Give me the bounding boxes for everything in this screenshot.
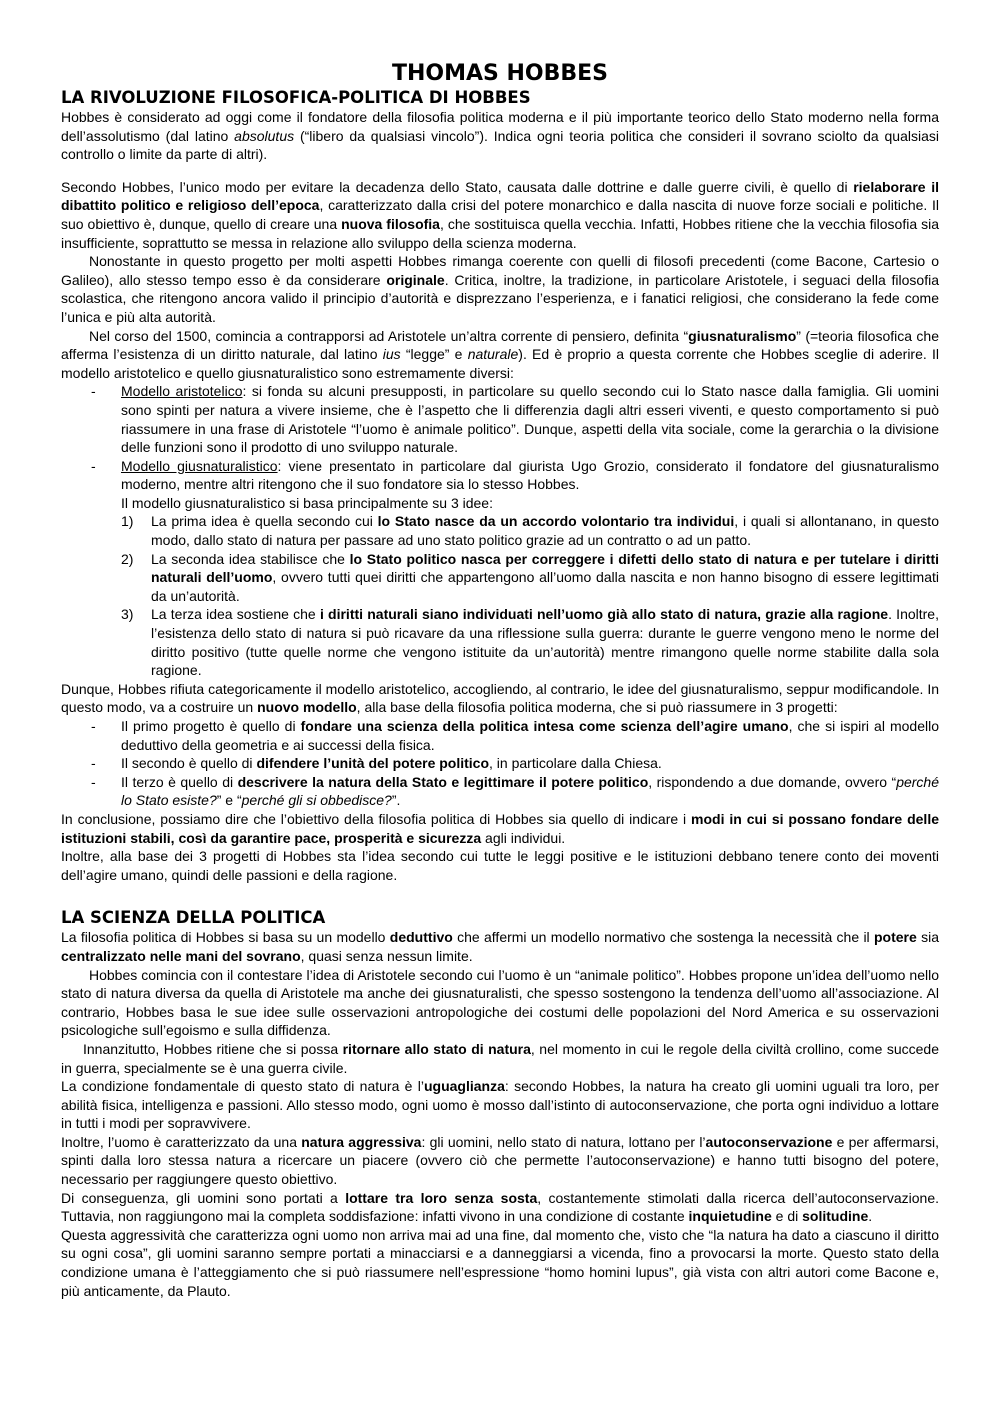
paragraph: Innanzitutto, Hobbes ritiene che si possa ritornare allo stato di natura, nel momento in cui le regole della civiltà crollino, come succede in guerra, specialmente se è una guerra civile.	[61, 1040, 939, 1076]
paragraph: Hobbes comincia con il contestare l’idea di Aristotele secondo cui l’uomo è un “animale politico”. Hobbes propone un’idea dell’uomo nello stato di natura diversa da quella di Aristotele ma anche dei giusnaturalisti, che spesso sostengono la tendenza dell’uomo all’associazione. Al contrario, Hobbes basa le sue idee sulle osservazioni antropologiche dei costumi delle popolazioni del Nord America e su osservazioni psicologiche sull’egoismo e sulla diffidenza.	[61, 966, 939, 1039]
list-item-text: La terza idea sostiene che i diritti naturali siano individuati nell’uomo già allo stato di natura, grazie alla ragione. Inoltre, l’esistenza dello stato di natura si può ricavare da una riflessione sulla guerra: durante le guerre vengono meno le norme del diritto positivo (tutte quelle norme che vengono istituite da un’autorità) mentre rimangono quelle norme stabilite dalla sola ragione.	[151, 606, 939, 679]
ideas-intro: Il modello giusnaturalistico si basa principalmente su 3 idee:	[121, 494, 493, 511]
paragraph: Secondo Hobbes, l’unico modo per evitare la decadenza dello Stato, causata dalle dottrine e dalle guerre civili, è quello di rielaborare il dibattito politico e religioso dell’epoca, caratterizzato dalla crisi del potere monarchico e dalla nascita di nuove forze sociali e politiche. Il suo obiettivo è, dunque, quello di creare una nuova filosofia, che sostituisca quella vecchia. Infatti, Hobbes ritiene che la vecchia filosofia sia insufficiente, soprattutto se messa in relazione allo sviluppo della scienza moderna.	[61, 178, 940, 251]
paragraph: Nel corso del 1500, comincia a contrapporsi ad Aristotele un’altra corrente di pensiero, definita “giusnaturalismo” (=teoria filosofica che afferma l’esistenza di un diritto naturale, dal latino ius “legge” e naturale). Ed è proprio a questa corrente che Hobbes sceglie di aderire. Il modello aristotelico e quello giusnaturalistico sono estremamente diversi:	[61, 327, 939, 381]
paragraph: Di conseguenza, gli uomini sono portati a lottare tra loro senza sosta, costantemente stimolati dalla ricerca dell’autoconservazione. Tuttavia, non raggiungono mai la completa soddisfazione: infatti vivono in una condizione di costante inquietudine e di solitudine.	[61, 1189, 940, 1225]
list-item-text: La seconda idea stabilisce che lo Stato politico nasca per correggere i difetti dello stato di natura e per tutelare i diritti naturali dell’uomo, ovvero tutti quei diritti che appartengono all’uomo dalla nascita e non hanno bisogno di essere legittimati da un’autorità.	[151, 550, 939, 604]
list-number: 3)	[121, 606, 134, 623]
list-item	[61, 512, 939, 549]
list-item: - Modello giusnaturalistico: viene presentato in particolare dal giurista Ugo Grozio, considerato il fondatore del giusnaturalismo moderno, mentre altri ritengono che il suo fondatore sia lo stesso Hobbes.	[61, 457, 939, 494]
paragraph: In conclusione, possiamo dire che l’obiettivo della filosofia politica di Hobbes sia quello di indicare i modi in cui si possano fondare delle istituzioni stabili, così da garantire pace, prosperità e sicurezza agli individui.	[61, 810, 939, 846]
ideas-list	[61, 512, 939, 679]
paragraph: Dunque, Hobbes rifiuta categoricamente il modello aristotelico, accogliendo, al contrario, le idee del giusnaturalismo, seppur modificandole. In questo modo, va a costruire un nuovo modello, alla base della filosofia politica moderna, che si può riassumere in 3 progetti:	[61, 680, 939, 716]
paragraph: La condizione fondamentale di questo stato di natura è l’uguaglianza: secondo Hobbes, la natura ha creato gli uomini uguali tra loro, per abilità fisica, intelligenza e passioni. Allo stesso modo, ogni uomo è mosso dall’istinto di autoconservazione, che porta ogni individuo a lottare in tutti i modi per sopravvivere.	[61, 1078, 939, 1132]
section-heading-scienza: LA SCIENZA DELLA POLITICA	[61, 908, 326, 928]
list-item: - Il primo progetto è quello di fondare una scienza della politica intesa come scienza dell’agire umano, che si ispiri al modello deduttivo della geometria e ai successi della fisica.	[61, 717, 939, 754]
list-item: - Modello aristotelico: si fonda su alcuni presupposti, in particolare su quello secondo cui lo Stato nasce dalla famiglia. Gli uomini sono spinti per natura a vivere insieme, che è l’aspetto che li differenzia dagli altri esseri viventi, e questo comportamento si può riassumere in una frase di Aristotele “l’uomo è animale politico”. Dunque, aspetti della vita sociale, come la gerarchia o la divisione delle funzioni sono il prodotto di uno sviluppo naturale.	[61, 382, 939, 456]
list-item-text: La prima idea è quella secondo cui lo Stato nasce da un accordo volontario tra individui, i quali si allontanano, in questo modo, dallo stato di natura per passare ad uno stato politico grazie ad un contratto o ad un patto.	[151, 513, 939, 549]
paragraph: Hobbes è considerato ad oggi come il fondatore della filosofia politica moderna e il più importante teorico dello Stato moderno nella forma dell’assolutismo (dal latino absolutus (“libero da qualsiasi vincolo”). Indica ogni teoria politica che consideri il sovrano sciolto da qualsiasi controllo o limite da parte di altri).	[61, 109, 939, 163]
paragraph: La filosofia politica di Hobbes si basa su un modello deduttivo che affermi un modello normativo che sostenga la necessità che il potere sia centralizzato nelle mani del sovrano, quasi senza nessun limite.	[61, 929, 940, 964]
list-item: - Il secondo è quello di difendere l’unità del potere politico, in particolare dalla Chiesa.	[61, 754, 939, 773]
models-list	[61, 382, 939, 494]
list-item	[61, 605, 939, 679]
list-number: 2)	[121, 550, 134, 567]
paragraph: Inoltre, alla base dei 3 progetti di Hobbes sta l’idea secondo cui tutte le leggi positive e le istituzioni debbano tenere conto dei moventi dell’agire umano, quindi delle passioni e della ragione.	[61, 848, 939, 883]
paragraph: Nonostante in questo progetto per molti aspetti Hobbes rimanga coerente con quelli di filosofi precedenti (come Bacone, Cartesio o Galileo), allo stesso tempo esso è da considerare originale. Critica, inoltre, la tradizione, in particolare Aristotele, i seguaci della filosofia scolastica, che ritengono ancora valido il principio d’autorità e disprezzano l’esperienza, e i fanatici religiosi, che considerano la fede come l’unica e più alta autorità.	[61, 253, 939, 325]
list-number: 1)	[121, 513, 134, 530]
list-item: - Il terzo è quello di descrivere la natura della Stato e legittimare il potere politico, rispondendo a due domande, ovvero “perché lo Stato esiste?” e “perché gli si obbedisce?”.	[61, 773, 939, 810]
projects-list	[61, 717, 939, 810]
section-heading-rivoluzione: LA RIVOLUZIONE FILOSOFICA-POLITICA DI HOBBES	[61, 88, 531, 107]
list-item	[61, 550, 939, 606]
document-title: THOMAS HOBBES	[391, 61, 609, 86]
paragraph: Questa aggressività che caratterizza ogni uomo non arriva mai ad una fine, dal momento che, visto che “la natura ha dato a ciascuno il diritto su ogni cosa”, gli uomini saranno sempre portati a minacciarsi e a danneggiarsi a vicenda, fino a provocarsi la morte. Questo stato della condizione umana è l’atteggiamento che si può riassumere nell’espressione “homo homini lupus”, già vista con altri autori come Bacone e, più anticamente, da Plauto.	[61, 1226, 939, 1299]
paragraph: Inoltre, l’uomo è caratterizzato da una natura aggressiva: gli uomini, nello stato di natura, lottano per l’autoconservazione e per affermarsi, spinti dalla loro stessa natura a ricercare un piacere (ovvero ciò che permette l’autoconservazione) e hanno tutti bisogno del potere, necessario per raggiungere questo obiettivo.	[61, 1133, 939, 1188]
document-page	[61, 60, 939, 1300]
